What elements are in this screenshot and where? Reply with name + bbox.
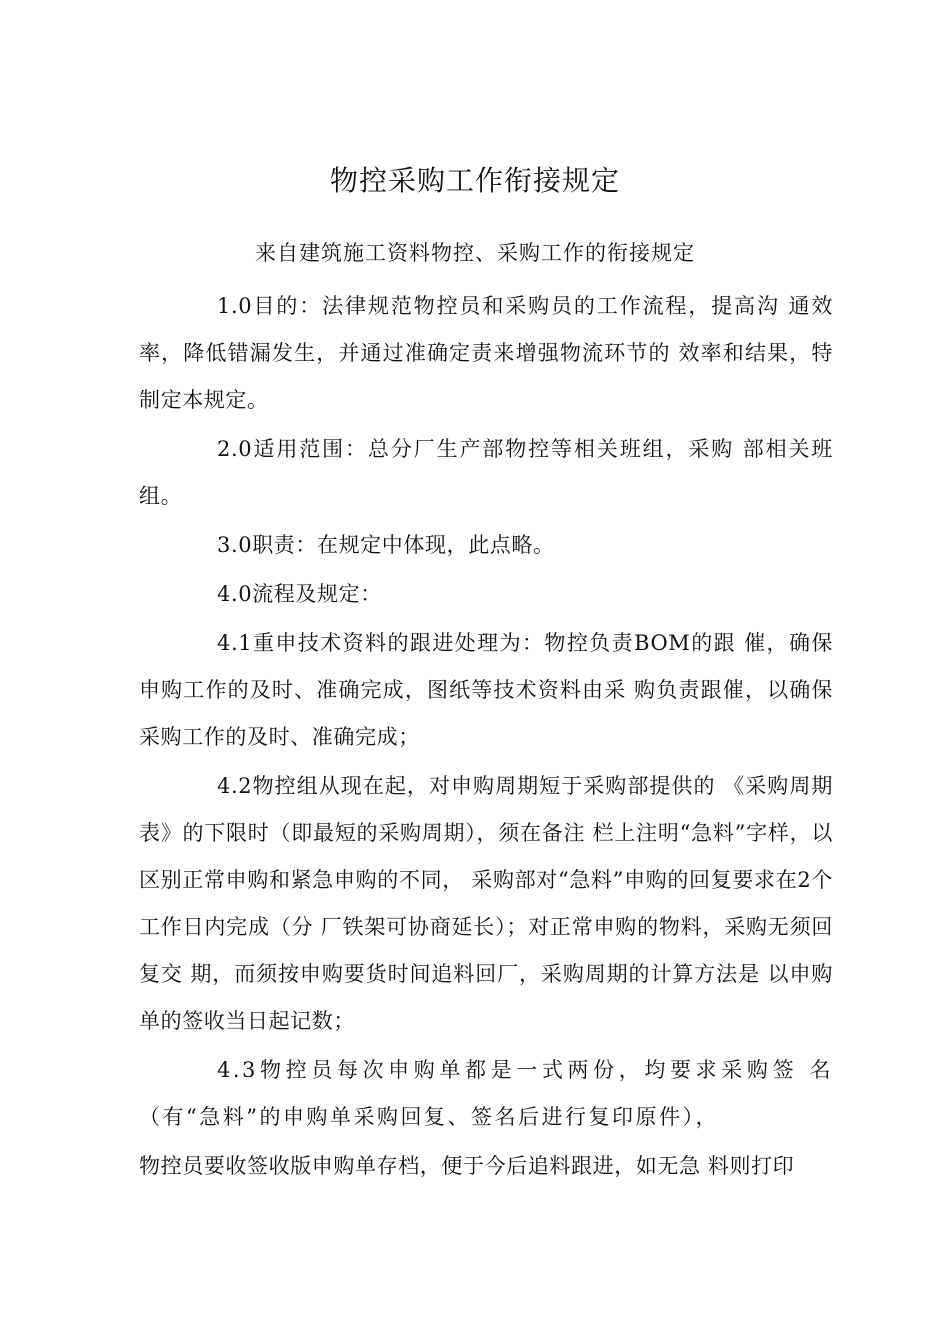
paragraph-4-3-continued: 物控员要收签收版申购单存档，便于今后追料跟进，如无急 料则打印 bbox=[139, 1154, 795, 1178]
document-subtitle: 来自建筑施工资料物控、采购工作的衔接规定 bbox=[255, 241, 695, 265]
paragraph-process-heading: 4.0流程及规定： bbox=[217, 582, 382, 606]
paragraph-4-2: 4.2物控组从现在起，对申购周期短于采购部提供的 《采购周期表》的下限时（即最短的采购周期），须在备注 栏上注明“急料”字样，以区别正常申购和紧急申购的不同， 采购部对“急料”申购的回复要求在2个工作日内完成（分 厂铁架可协商延长）；对正常申购的物料，采购无须回复交 期，而须按申购要货时间追料回厂，采购周期的计算方法是 以申购单的签收当日起记数； bbox=[139, 774, 833, 1033]
paragraph-4-3: 4.3物控员每次申购单都是一式两份，均要求采购签 名（有“急料”的申购单采购回复、签名后进行复印原件）， bbox=[139, 1058, 833, 1129]
paragraph-4-1: 4.1重申技术资料的跟进处理为：物控负责BOM的跟 催，确保申购工作的及时、准确完成，图纸等技术资料由采 购负责跟催，以确保采购工作的及时、准确完成； bbox=[139, 631, 833, 749]
document-body bbox=[139, 283, 833, 1192]
paragraph-purpose: 1.0目的：法律规范物控员和采购员的工作流程，提高沟 通效率，降低错漏发生，并通过准确定责来增强物流环节的 效率和结果，特制定本规定。 bbox=[139, 294, 833, 412]
paragraph-scope: 2.0适用范围：总分厂生产部物控等相关班组，采购 部相关班组。 bbox=[139, 437, 833, 508]
paragraph-duties: 3.0职责：在规定中体现，此点略。 bbox=[217, 533, 555, 557]
document-title: 物控采购工作衔接规定 bbox=[329, 164, 620, 197]
